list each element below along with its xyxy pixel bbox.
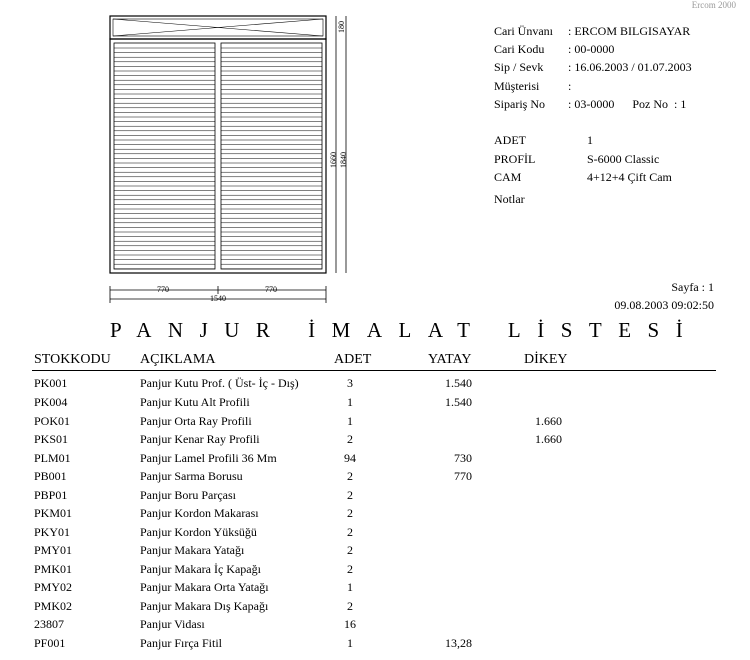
cell-horizontal: 1.540 — [445, 395, 472, 409]
cell-code: PK004 — [34, 395, 68, 409]
cell-qty: 94 — [344, 451, 356, 465]
cell-code: 23807 — [34, 617, 64, 631]
cell-desc: Panjur Lamel Profili 36 Mm — [140, 451, 277, 465]
cell-code: PF001 — [34, 636, 66, 650]
dim-top-label: 180 — [337, 21, 346, 33]
cell-qty: 2 — [347, 543, 353, 557]
cell-horizontal: 730 — [454, 451, 472, 465]
shutter-drawing — [100, 10, 348, 306]
cell-desc: Panjur Makara Orta Yatağı — [140, 580, 269, 594]
cell-desc: Panjur Makara İç Kapağı — [140, 562, 261, 576]
cell-vertical: 1.660 — [535, 414, 562, 428]
cell-code: PMY01 — [34, 543, 73, 557]
cell-code: POK01 — [34, 414, 71, 428]
cell-code: PMY02 — [34, 580, 73, 594]
table-row — [0, 636, 750, 654]
cell-qty: 1 — [347, 580, 353, 594]
info-value: : ERCOM BILGISAYAR — [568, 24, 691, 38]
left-panel — [114, 43, 215, 269]
col-header-code: STOKKODU — [34, 352, 111, 367]
cell-desc: Panjur Kordon Makarası — [140, 506, 259, 520]
cell-desc: Panjur Boru Parçası — [140, 488, 236, 502]
cell-desc: Panjur Sarma Borusu — [140, 469, 243, 483]
cell-qty: 2 — [347, 506, 353, 520]
table-row — [0, 506, 750, 524]
cell-desc: Panjur Vidası — [140, 617, 205, 631]
spec-label: ADET — [494, 133, 526, 147]
table-row — [0, 376, 750, 394]
cell-desc: Panjur Makara Dış Kapağı — [140, 599, 269, 613]
notes-label: Notlar — [494, 192, 525, 206]
cell-vertical: 1.660 — [535, 432, 562, 446]
shutter-frame — [110, 39, 326, 273]
table-row — [0, 469, 750, 487]
cell-code: PMK01 — [34, 562, 73, 576]
cell-code: PK001 — [34, 376, 68, 390]
info-value: : 16.06.2003 / 01.07.2003 — [568, 60, 692, 74]
cell-qty: 2 — [347, 525, 353, 539]
cell-qty: 1 — [347, 636, 353, 650]
table-row — [0, 488, 750, 506]
table-row — [0, 395, 750, 413]
cell-desc: Panjur Fırça Fitil — [140, 636, 222, 650]
table-row — [0, 617, 750, 635]
spec-value: S-6000 Classic — [587, 152, 660, 166]
table-row — [0, 432, 750, 450]
col-header-qty: ADET — [334, 352, 372, 367]
cell-desc: Panjur Kordon Yüksüğü — [140, 525, 257, 539]
info-label: Sip / Sevk — [494, 60, 544, 74]
info-value: : 00-0000 — [568, 42, 615, 56]
spec-value: 4+12+4 Çift Cam — [587, 170, 672, 184]
table-row — [0, 543, 750, 561]
dim-inner-label: 1660 — [329, 152, 338, 168]
cell-desc: Panjur Kutu Alt Profili — [140, 395, 250, 409]
col-header-vertical: DİKEY — [524, 352, 568, 367]
cell-code: PKY01 — [34, 525, 71, 539]
info-value: : — [568, 79, 572, 93]
cell-code: PLM01 — [34, 451, 71, 465]
cell-code: PBP01 — [34, 488, 68, 502]
right-panel — [221, 43, 322, 269]
dim-total-label: 1840 — [339, 152, 348, 168]
page-number: Sayfa : 1 — [671, 280, 714, 294]
cell-qty: 1 — [347, 414, 353, 428]
table-row — [0, 599, 750, 617]
dim-width-label: 1540 — [210, 294, 226, 303]
cell-desc: Panjur Makara Yatağı — [140, 543, 245, 557]
cell-qty: 2 — [347, 599, 353, 613]
cell-horizontal: 13,28 — [445, 636, 472, 650]
cell-horizontal: 1.540 — [445, 376, 472, 390]
spec-label: CAM — [494, 170, 522, 184]
cell-qty: 16 — [344, 617, 356, 631]
cell-qty: 2 — [347, 562, 353, 576]
cell-desc: Panjur Kenar Ray Profili — [140, 432, 260, 446]
dim-right-label: 770 — [265, 285, 277, 294]
slat-lines — [114, 48, 322, 269]
cell-code: PKM01 — [34, 506, 73, 520]
cell-desc: Panjur Kutu Prof. ( Üst- İç - Dış) — [140, 376, 299, 390]
table-row — [0, 451, 750, 469]
header-rule — [32, 370, 716, 371]
cell-code: PMK02 — [34, 599, 73, 613]
cell-qty: 1 — [347, 395, 353, 409]
brand-label: Ercom 2000 — [691, 0, 736, 10]
spec-value: 1 — [587, 133, 593, 147]
print-timestamp: 09.08.2003 09:02:50 — [614, 298, 714, 312]
dim-left-label: 770 — [157, 285, 169, 294]
cell-horizontal: 770 — [454, 469, 472, 483]
cell-desc: Panjur Orta Ray Profili — [140, 414, 252, 428]
cell-qty: 3 — [347, 376, 353, 390]
cell-qty: 2 — [347, 432, 353, 446]
page-title: PANJUR İMALAT LİSTESİ — [110, 318, 700, 342]
cell-qty: 2 — [347, 488, 353, 502]
table-row — [0, 525, 750, 543]
info-label: Müşterisi — [494, 79, 540, 93]
cell-code: PB001 — [34, 469, 67, 483]
info-label: Sipariş No — [494, 97, 545, 111]
info-value: : 03-0000 Poz No : 1 — [568, 97, 687, 111]
spec-label: PROFİL — [494, 152, 536, 166]
info-label: Cari Kodu — [494, 42, 545, 56]
table-row — [0, 414, 750, 432]
cell-code: PKS01 — [34, 432, 69, 446]
table-row — [0, 580, 750, 598]
info-label: Cari Ünvanı — [494, 24, 553, 38]
col-header-horizontal: YATAY — [428, 352, 472, 367]
table-row — [0, 562, 750, 580]
col-header-desc: AÇIKLAMA — [140, 352, 216, 367]
cell-qty: 2 — [347, 469, 353, 483]
